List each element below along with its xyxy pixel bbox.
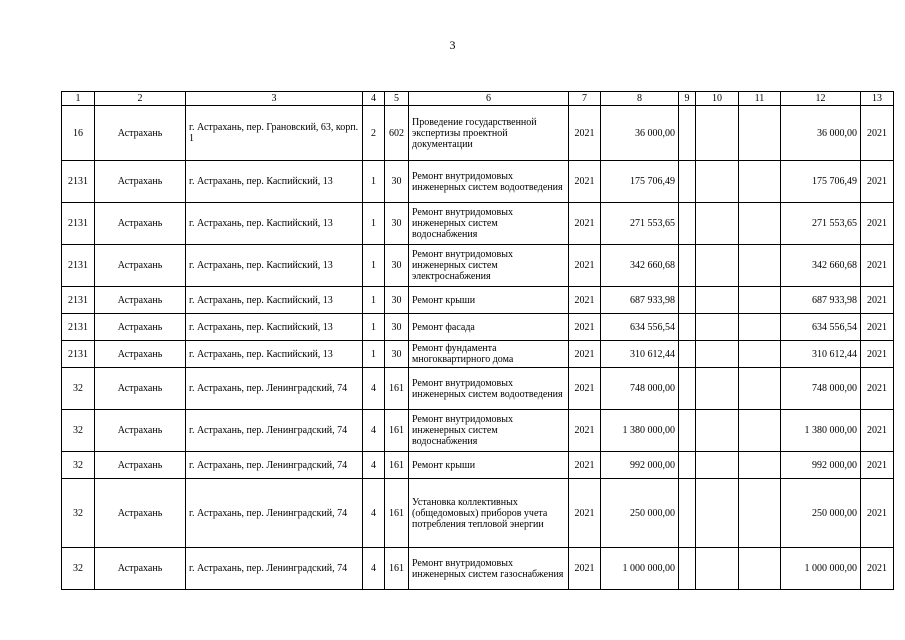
completion-year-cell: 2021 xyxy=(861,410,894,452)
table-row xyxy=(62,106,894,161)
row-number-cell: 2131 xyxy=(62,287,95,314)
address-cell: г. Астрахань, пер. Каспийский, 13 xyxy=(186,161,363,203)
municipality-cell: Астрахань xyxy=(95,341,186,368)
table-row xyxy=(62,479,894,548)
municipality-cell: Астрахань xyxy=(95,368,186,410)
col-11-value-cell xyxy=(739,452,781,479)
col-4-value-cell: 1 xyxy=(363,341,385,368)
col-4-value-cell: 1 xyxy=(363,314,385,341)
col-9-value-cell xyxy=(679,314,696,341)
col-10-value-cell xyxy=(696,479,739,548)
completion-year-cell: 2021 xyxy=(861,548,894,590)
col-9-value-cell xyxy=(679,161,696,203)
col-11-value-cell xyxy=(739,479,781,548)
col-5-value-cell: 30 xyxy=(385,314,409,341)
work-type-cell: Ремонт внутридомовых инженерных систем водоотведения xyxy=(409,161,569,203)
col-11-value-cell xyxy=(739,106,781,161)
column-number: 6 xyxy=(409,92,569,106)
column-number: 12 xyxy=(781,92,861,106)
col-10-value-cell xyxy=(696,410,739,452)
col-10-value-cell xyxy=(696,106,739,161)
table-row xyxy=(62,452,894,479)
column-number: 2 xyxy=(95,92,186,106)
column-number-row xyxy=(62,92,894,106)
row-number-cell: 2131 xyxy=(62,341,95,368)
col-10-value-cell xyxy=(696,548,739,590)
col-5-value-cell: 30 xyxy=(385,161,409,203)
work-type-cell: Ремонт внутридомовых инженерных систем электроснабжения xyxy=(409,245,569,287)
municipality-cell: Астрахань xyxy=(95,203,186,245)
year-cell: 2021 xyxy=(569,410,601,452)
col-4-value-cell: 4 xyxy=(363,368,385,410)
column-number: 10 xyxy=(696,92,739,106)
completion-year-cell: 2021 xyxy=(861,452,894,479)
col-11-value-cell xyxy=(739,548,781,590)
total-cost-cell: 36 000,00 xyxy=(781,106,861,161)
work-type-cell: Ремонт внутридомовых инженерных систем водоотведения xyxy=(409,368,569,410)
repair-program-table xyxy=(61,91,894,590)
address-cell: г. Астрахань, пер. Ленинградский, 74 xyxy=(186,548,363,590)
col-9-value-cell xyxy=(679,106,696,161)
cost-cell: 36 000,00 xyxy=(601,106,679,161)
work-type-cell: Ремонт внутридомовых инженерных систем водоснабжения xyxy=(409,203,569,245)
total-cost-cell: 748 000,00 xyxy=(781,368,861,410)
municipality-cell: Астрахань xyxy=(95,161,186,203)
row-number-cell: 32 xyxy=(62,479,95,548)
col-4-value-cell: 4 xyxy=(363,452,385,479)
year-cell: 2021 xyxy=(569,314,601,341)
col-10-value-cell xyxy=(696,314,739,341)
row-number-cell: 32 xyxy=(62,548,95,590)
year-cell: 2021 xyxy=(569,287,601,314)
col-11-value-cell xyxy=(739,245,781,287)
municipality-cell: Астрахань xyxy=(95,245,186,287)
cost-cell: 634 556,54 xyxy=(601,314,679,341)
completion-year-cell: 2021 xyxy=(861,203,894,245)
work-type-cell: Ремонт внутридомовых инженерных систем водоснабжения xyxy=(409,410,569,452)
col-5-value-cell: 30 xyxy=(385,341,409,368)
total-cost-cell: 992 000,00 xyxy=(781,452,861,479)
col-10-value-cell xyxy=(696,368,739,410)
year-cell: 2021 xyxy=(569,548,601,590)
row-number-cell: 2131 xyxy=(62,203,95,245)
year-cell: 2021 xyxy=(569,203,601,245)
total-cost-cell: 310 612,44 xyxy=(781,341,861,368)
completion-year-cell: 2021 xyxy=(861,106,894,161)
completion-year-cell: 2021 xyxy=(861,368,894,410)
municipality-cell: Астрахань xyxy=(95,479,186,548)
col-10-value-cell xyxy=(696,287,739,314)
table-row xyxy=(62,368,894,410)
row-number-cell: 16 xyxy=(62,106,95,161)
total-cost-cell: 175 706,49 xyxy=(781,161,861,203)
col-4-value-cell: 4 xyxy=(363,479,385,548)
col-11-value-cell xyxy=(739,287,781,314)
col-9-value-cell xyxy=(679,245,696,287)
municipality-cell: Астрахань xyxy=(95,410,186,452)
table-row xyxy=(62,410,894,452)
table-row xyxy=(62,245,894,287)
row-number-cell: 2131 xyxy=(62,245,95,287)
year-cell: 2021 xyxy=(569,479,601,548)
cost-cell: 1 000 000,00 xyxy=(601,548,679,590)
address-cell: г. Астрахань, пер. Каспийский, 13 xyxy=(186,314,363,341)
cost-cell: 748 000,00 xyxy=(601,368,679,410)
col-9-value-cell xyxy=(679,368,696,410)
completion-year-cell: 2021 xyxy=(861,245,894,287)
col-5-value-cell: 30 xyxy=(385,287,409,314)
col-11-value-cell xyxy=(739,410,781,452)
table-row xyxy=(62,161,894,203)
work-type-cell: Ремонт крыши xyxy=(409,452,569,479)
col-4-value-cell: 1 xyxy=(363,161,385,203)
address-cell: г. Астрахань, пер. Каспийский, 13 xyxy=(186,245,363,287)
row-number-cell: 32 xyxy=(62,410,95,452)
table-row xyxy=(62,341,894,368)
work-type-cell: Проведение государственной экспертизы проектной документации xyxy=(409,106,569,161)
column-number: 9 xyxy=(679,92,696,106)
total-cost-cell: 250 000,00 xyxy=(781,479,861,548)
col-10-value-cell xyxy=(696,245,739,287)
col-4-value-cell: 1 xyxy=(363,245,385,287)
page-number: 3 xyxy=(449,38,456,52)
address-cell: г. Астрахань, пер. Грановский, 63, корп. 1 xyxy=(186,106,363,161)
total-cost-cell: 342 660,68 xyxy=(781,245,861,287)
cost-cell: 310 612,44 xyxy=(601,341,679,368)
col-4-value-cell: 2 xyxy=(363,106,385,161)
col-9-value-cell xyxy=(679,410,696,452)
col-5-value-cell: 161 xyxy=(385,548,409,590)
completion-year-cell: 2021 xyxy=(861,287,894,314)
municipality-cell: Астрахань xyxy=(95,548,186,590)
column-number: 4 xyxy=(363,92,385,106)
col-9-value-cell xyxy=(679,548,696,590)
row-number-cell: 2131 xyxy=(62,161,95,203)
col-5-value-cell: 161 xyxy=(385,452,409,479)
work-type-cell: Установка коллективных (общедомовых) приборов учета потребления тепловой энергии xyxy=(409,479,569,548)
row-number-cell: 32 xyxy=(62,368,95,410)
col-9-value-cell xyxy=(679,287,696,314)
municipality-cell: Астрахань xyxy=(95,287,186,314)
col-5-value-cell: 602 xyxy=(385,106,409,161)
col-4-value-cell: 4 xyxy=(363,548,385,590)
cost-cell: 250 000,00 xyxy=(601,479,679,548)
col-5-value-cell: 30 xyxy=(385,245,409,287)
col-5-value-cell: 161 xyxy=(385,368,409,410)
col-5-value-cell: 30 xyxy=(385,203,409,245)
work-type-cell: Ремонт крыши xyxy=(409,287,569,314)
column-number: 1 xyxy=(62,92,95,106)
col-11-value-cell xyxy=(739,341,781,368)
cost-cell: 687 933,98 xyxy=(601,287,679,314)
completion-year-cell: 2021 xyxy=(861,341,894,368)
total-cost-cell: 634 556,54 xyxy=(781,314,861,341)
cost-cell: 1 380 000,00 xyxy=(601,410,679,452)
address-cell: г. Астрахань, пер. Каспийский, 13 xyxy=(186,341,363,368)
year-cell: 2021 xyxy=(569,161,601,203)
col-4-value-cell: 1 xyxy=(363,203,385,245)
year-cell: 2021 xyxy=(569,106,601,161)
row-number-cell: 32 xyxy=(62,452,95,479)
column-number: 3 xyxy=(186,92,363,106)
column-number: 5 xyxy=(385,92,409,106)
column-number: 11 xyxy=(739,92,781,106)
col-5-value-cell: 161 xyxy=(385,479,409,548)
cost-cell: 271 553,65 xyxy=(601,203,679,245)
total-cost-cell: 1 000 000,00 xyxy=(781,548,861,590)
col-11-value-cell xyxy=(739,161,781,203)
year-cell: 2021 xyxy=(569,368,601,410)
municipality-cell: Астрахань xyxy=(95,314,186,341)
col-10-value-cell xyxy=(696,341,739,368)
col-10-value-cell xyxy=(696,203,739,245)
col-5-value-cell: 161 xyxy=(385,410,409,452)
address-cell: г. Астрахань, пер. Ленинградский, 74 xyxy=(186,479,363,548)
cost-cell: 175 706,49 xyxy=(601,161,679,203)
row-number-cell: 2131 xyxy=(62,314,95,341)
work-type-cell: Ремонт фасада xyxy=(409,314,569,341)
address-cell: г. Астрахань, пер. Ленинградский, 74 xyxy=(186,368,363,410)
completion-year-cell: 2021 xyxy=(861,161,894,203)
completion-year-cell: 2021 xyxy=(861,314,894,341)
col-9-value-cell xyxy=(679,203,696,245)
col-11-value-cell xyxy=(739,368,781,410)
col-10-value-cell xyxy=(696,452,739,479)
column-number: 13 xyxy=(861,92,894,106)
year-cell: 2021 xyxy=(569,452,601,479)
municipality-cell: Астрахань xyxy=(95,106,186,161)
cost-cell: 342 660,68 xyxy=(601,245,679,287)
col-9-value-cell xyxy=(679,479,696,548)
total-cost-cell: 1 380 000,00 xyxy=(781,410,861,452)
work-type-cell: Ремонт фундамента многоквартирного дома xyxy=(409,341,569,368)
cost-cell: 992 000,00 xyxy=(601,452,679,479)
total-cost-cell: 271 553,65 xyxy=(781,203,861,245)
address-cell: г. Астрахань, пер. Каспийский, 13 xyxy=(186,203,363,245)
col-10-value-cell xyxy=(696,161,739,203)
table-row xyxy=(62,203,894,245)
address-cell: г. Астрахань, пер. Ленинградский, 74 xyxy=(186,452,363,479)
year-cell: 2021 xyxy=(569,341,601,368)
address-cell: г. Астрахань, пер. Каспийский, 13 xyxy=(186,287,363,314)
year-cell: 2021 xyxy=(569,245,601,287)
column-number: 7 xyxy=(569,92,601,106)
col-11-value-cell xyxy=(739,314,781,341)
address-cell: г. Астрахань, пер. Ленинградский, 74 xyxy=(186,410,363,452)
col-11-value-cell xyxy=(739,203,781,245)
completion-year-cell: 2021 xyxy=(861,479,894,548)
table-row xyxy=(62,314,894,341)
col-9-value-cell xyxy=(679,341,696,368)
column-number: 8 xyxy=(601,92,679,106)
work-type-cell: Ремонт внутридомовых инженерных систем газоснабжения xyxy=(409,548,569,590)
col-4-value-cell: 4 xyxy=(363,410,385,452)
col-9-value-cell xyxy=(679,452,696,479)
municipality-cell: Астрахань xyxy=(95,452,186,479)
table-row xyxy=(62,548,894,590)
col-4-value-cell: 1 xyxy=(363,287,385,314)
total-cost-cell: 687 933,98 xyxy=(781,287,861,314)
table-row xyxy=(62,287,894,314)
